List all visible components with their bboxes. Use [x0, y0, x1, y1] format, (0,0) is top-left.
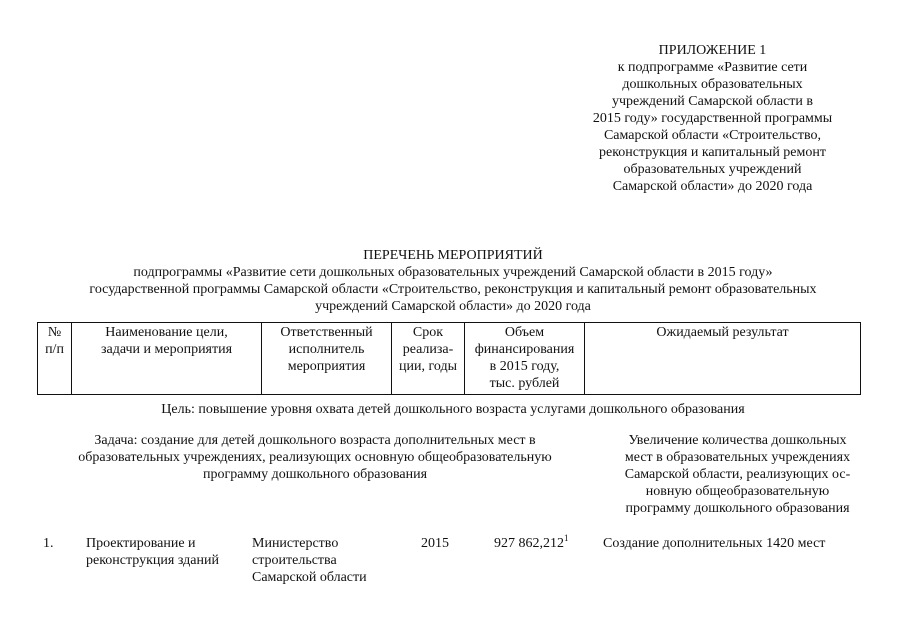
document-subtitle: подпрограммы «Развитие сети дошкольных образовательных учреждений Самарской области в 2015 году» государственной программы Самарской области «Строительство, реконструкция и капитальный ремонт образовательных учреждений Самарской области» до 2020 года: [89, 265, 817, 314]
header-result: Ожидаемый результат: [585, 323, 861, 395]
task-expected-result: Увеличение количества дошкольных мест в образовательных учреждениях Самарской области, реализующих ос- новную общеобразовательную программу дошкольного образования: [624, 433, 851, 516]
row-funding-footnote: 1: [564, 533, 569, 543]
appendix-heading: ПРИЛОЖЕНИЕ 1: [658, 43, 767, 58]
row-funding: [494, 535, 569, 552]
appendix-block: [560, 42, 865, 195]
header-executor: Ответственный исполнитель мероприятия: [262, 323, 392, 395]
header-term: Срок реализа- ции, годы: [392, 323, 465, 395]
header-name: Наименование цели, задачи и мероприятия: [72, 323, 262, 395]
header-num: № п/п: [38, 323, 72, 395]
row-result: Создание дополнительных 1420 мест: [603, 536, 826, 551]
document-title-block: [30, 247, 876, 315]
appendix-text: к подпрограмме «Развитие сети дошкольных образовательных учреждений Самарской области в 2015 году» государственной программы Самарской области «Строительство, реконструкция и капитальный ремонт образовательных учреждений Самарской области» до 2020 года: [592, 60, 833, 194]
row-name: Проектирование и реконструкция зданий: [86, 536, 219, 568]
row-year: 2015: [421, 536, 449, 551]
measures-table-header: [37, 322, 861, 395]
header-funding: Объем финансирования в 2015 году, тыс. рублей: [465, 323, 585, 395]
row-num: 1.: [43, 536, 54, 551]
row-funding-value: 927 862,212: [494, 536, 564, 551]
goal-text: Цель: повышение уровня охвата детей дошкольного возраста услугами дошкольного образования: [161, 402, 745, 417]
table-header-row: [38, 323, 861, 395]
task-text: Задача: создание для детей дошкольного возраста дополнительных мест в образовательных учреждениях, реализующих основную общеобразовательную программу дошкольного образования: [78, 433, 552, 482]
document-title: ПЕРЕЧЕНЬ МЕРОПРИЯТИЙ: [363, 248, 543, 263]
row-executor: Министерство строительства Самарской области: [252, 536, 367, 585]
